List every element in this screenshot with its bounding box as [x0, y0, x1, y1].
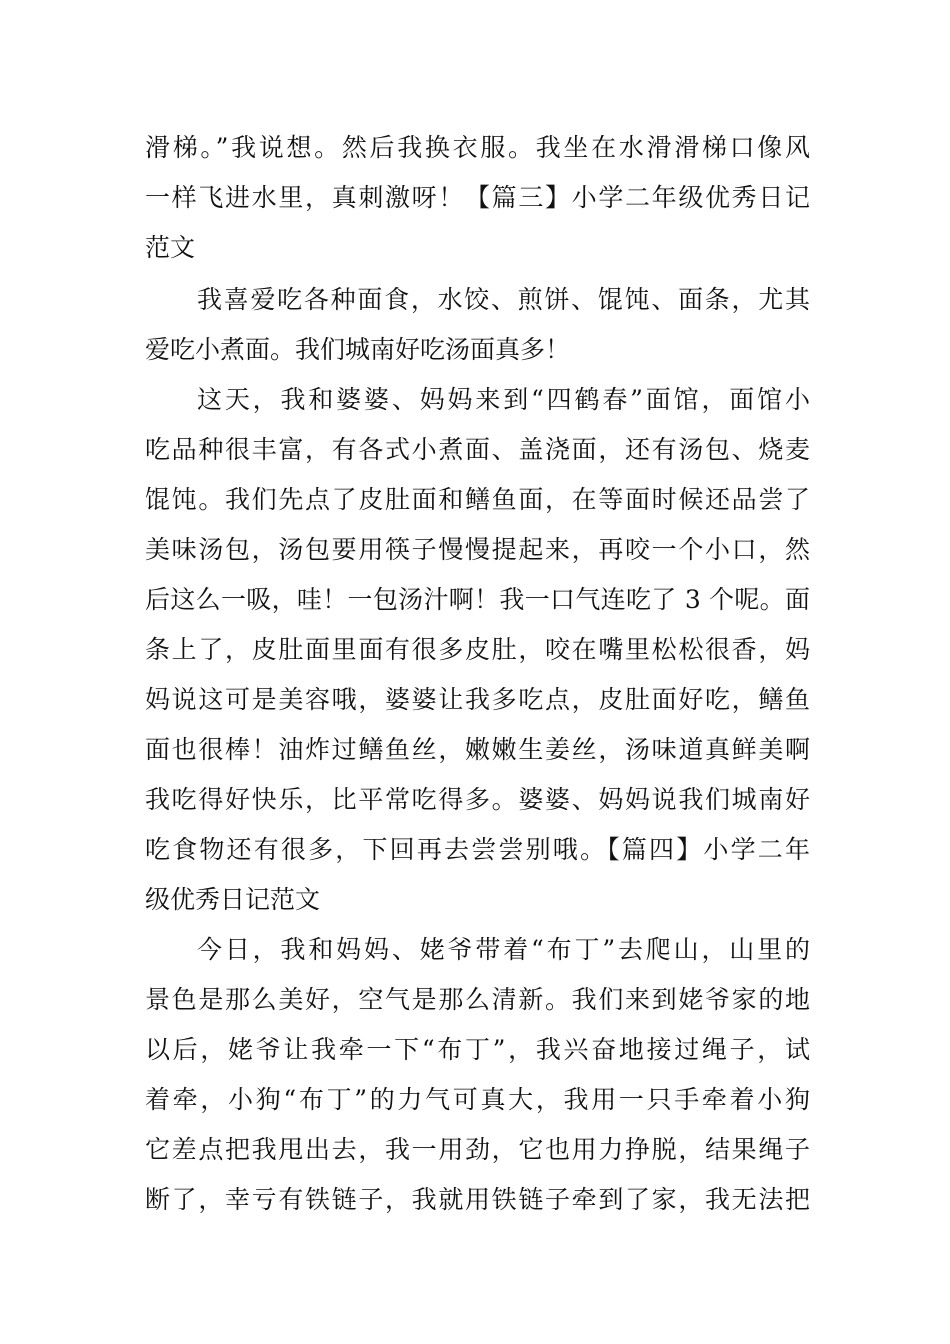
text-line: 吃食物还有很多，下回再去尝尝别哦。【篇四】小学二年	[145, 835, 810, 864]
text-line: 我吃得好快乐，比平常吃得多。婆婆、妈妈说我们城南好	[145, 785, 810, 814]
text-line: 爱吃小煮面。我们城南好吃汤面真多！	[145, 335, 571, 364]
paragraph-first-line: 今日，我和妈妈、姥爷带着“布丁”去爬山，山里的	[197, 935, 810, 964]
text-line: 它差点把我甩出去，我一用劲，它也用力挣脱，结果绳子	[145, 1135, 810, 1164]
text-line: 滑梯。”我说想。然后我换衣服。我坐在水滑滑梯口像风	[145, 133, 810, 162]
text-line: 面也很棒！油炸过鳝鱼丝，嫩嫩生姜丝，汤味道真鲜美啊	[145, 735, 810, 764]
paragraph-first-line: 这天，我和婆婆、妈妈来到“四鹤春”面馆，面馆小	[197, 385, 810, 414]
text-line: 后这么一吸，哇！一包汤汁啊！我一口气连吃了 3 个呢。面	[145, 585, 810, 614]
text-line: 级优秀日记范文	[145, 885, 321, 914]
text-line: 断了，幸亏有铁链子，我就用铁链子牵到了家，我无法把	[145, 1185, 810, 1214]
text-line: 馄饨。我们先点了皮肚面和鳝鱼面，在等面时候还品尝了	[145, 485, 810, 514]
text-line: 范文	[145, 233, 196, 262]
text-line: 着牵，小狗“布丁”的力气可真大，我用一只手牵着小狗	[145, 1085, 810, 1114]
text-line: 美味汤包，汤包要用筷子慢慢提起来，再咬一个小口，然	[145, 535, 810, 564]
text-line: 吃品种很丰富，有各式小煮面、盖浇面，还有汤包、烧麦	[145, 435, 810, 464]
text-line: 一样飞进水里，真刺激呀！【篇三】小学二年级优秀日记	[145, 183, 810, 212]
text-line: 妈说这可是美容哦，婆婆让我多吃点，皮肚面好吃，鳝鱼	[145, 685, 810, 714]
text-line: 以后，姥爷让我牵一下“布丁”，我兴奋地接过绳子，试	[145, 1035, 810, 1064]
text-line: 条上了，皮肚面里面有很多皮肚，咬在嘴里松松很香，妈	[145, 635, 810, 664]
paragraph-first-line: 我喜爱吃各种面食，水饺、煎饼、馄饨、面条，尤其	[197, 285, 810, 314]
text-line: 景色是那么美好，空气是那么清新。我们来到姥爷家的地	[145, 985, 810, 1014]
